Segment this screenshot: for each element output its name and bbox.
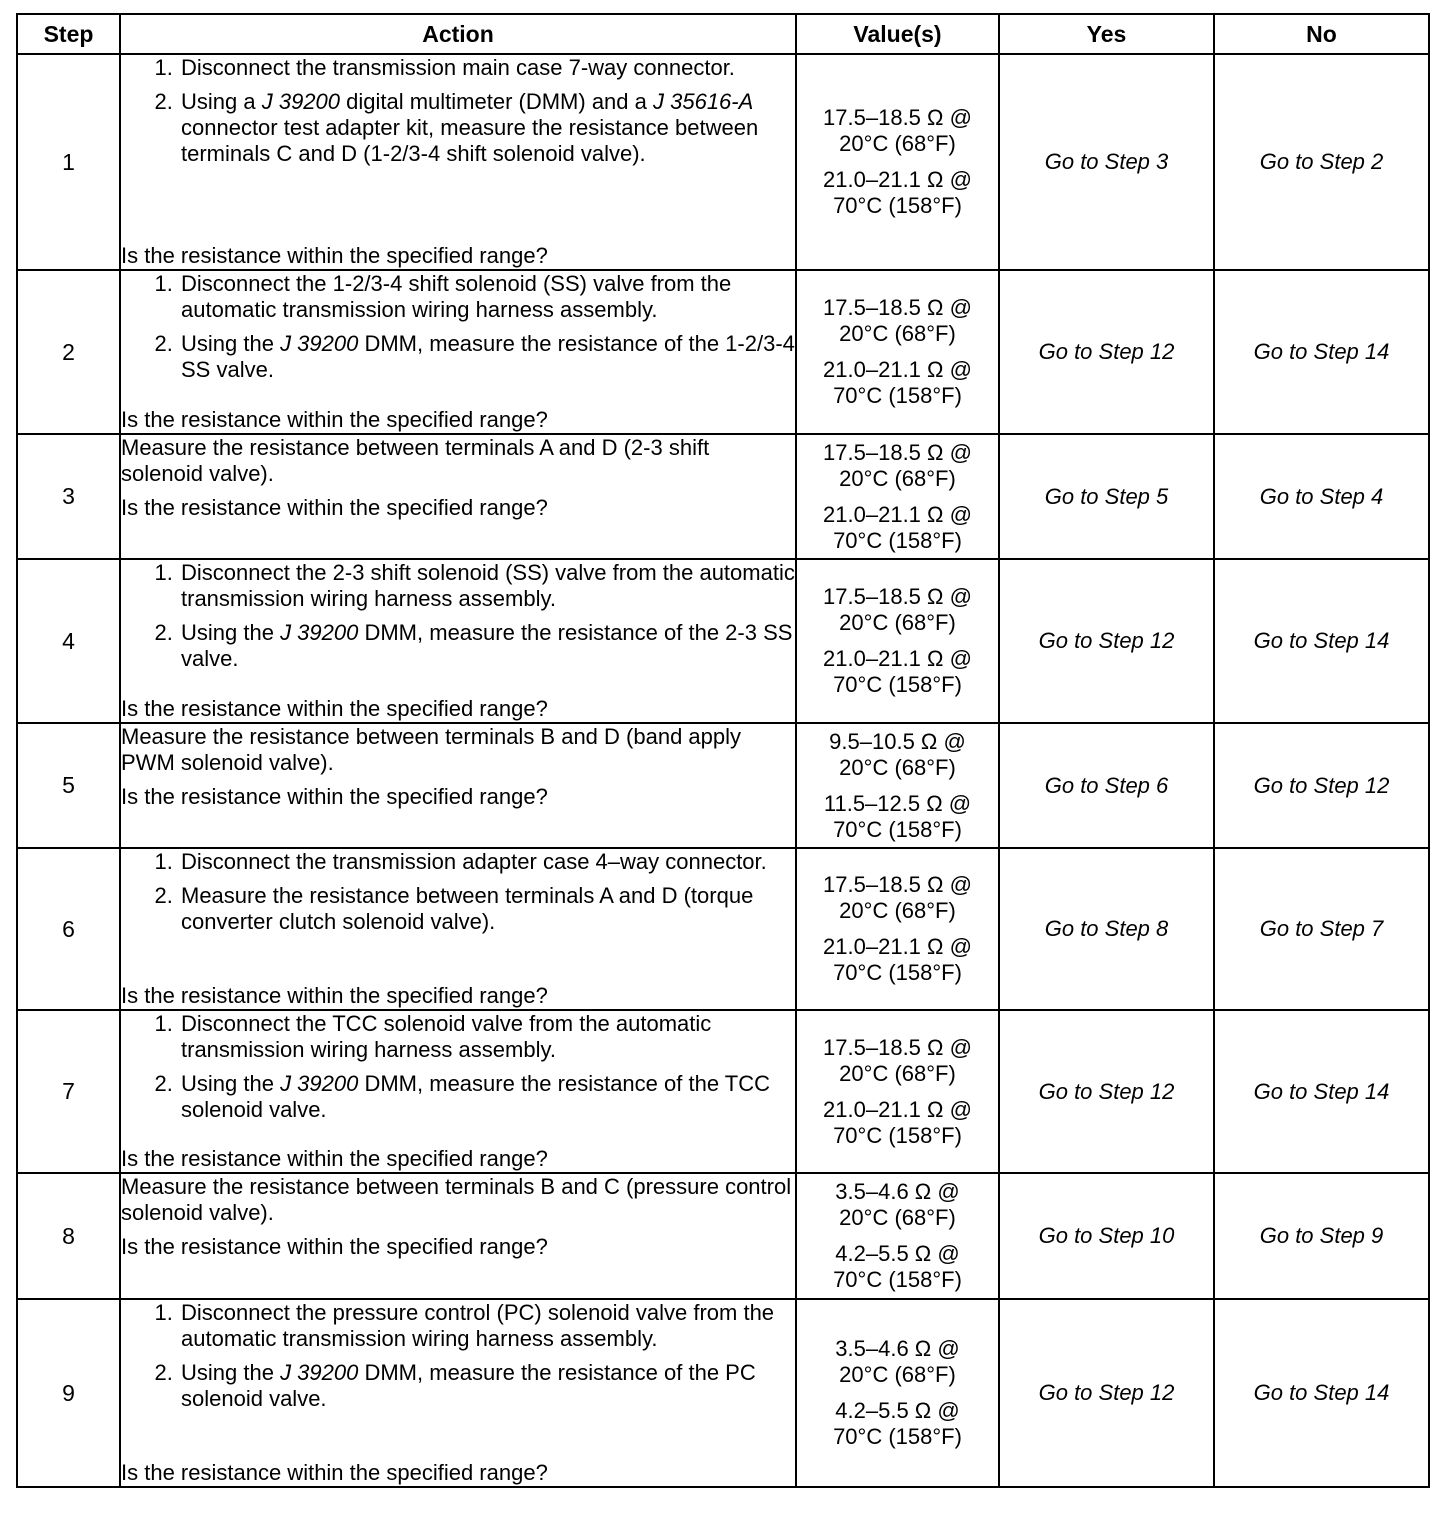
action-cell [120,1299,796,1487]
action-question: Is the resistance within the specified range? [121,1146,548,1171]
step-number: 3 [17,434,120,559]
value-cell [796,434,999,559]
no-result: Go to Step 14 [1214,559,1429,723]
action-instructions [121,271,795,391]
value-spacer [797,636,998,646]
action-steps-list [121,849,795,935]
value-cell [796,54,999,270]
step-number: 6 [17,848,120,1010]
action-content [121,55,795,269]
action-steps-list [121,560,795,672]
value-line: 70°C (158°F) [833,383,962,408]
value-line: 20°C (68°F) [839,321,956,346]
action-cell [120,434,796,559]
value-line: 3.5–4.6 Ω @ [835,1179,960,1204]
yes-result: Go to Step 5 [999,434,1214,559]
value-line: 20°C (68°F) [839,465,956,491]
value-line: 21.0–21.1 Ω @ [823,646,972,671]
action-step: 2. Using the J 39200 DMM, measure the resistance of the 2-3 SS valve. [179,620,795,672]
action-instructions [121,849,795,943]
action-text: Measure the resistance between terminals B and C (pressure control solenoid valve). [121,1174,792,1225]
tool-reference: J 39200 [280,1071,359,1096]
action-steps-list [121,1011,795,1123]
action-step: 1. Disconnect the pressure control (PC) solenoid valve from the automatic transmission wiring harness assembly. [179,1300,795,1352]
value-cell [796,848,999,1010]
step-number: 8 [17,1173,120,1299]
value-line: 20°C (68°F) [839,1362,956,1387]
action-step: 2. Using a J 39200 digital multimeter (DMM) and a J 35616-A connector test adapter kit, measure the resistance between terminals C and D (1-2/3-4 shift solenoid valve). [179,89,795,167]
action-text: Measure the resistance between terminals B and D (band apply PWM solenoid valve). [121,724,742,775]
action-instructions [121,1300,795,1420]
action-step: 1. Disconnect the transmission main case 7-way connector. [179,55,795,81]
value-spacer [797,492,998,502]
value-spacer [797,924,998,934]
step-number: 4 [17,559,120,723]
no-result: Go to Step 12 [1214,723,1429,848]
table-body [17,54,1429,1487]
value-line: 17.5–18.5 Ω @ [823,105,972,130]
value-line: 20°C (68°F) [839,131,956,156]
action-question: Is the resistance within the specified range? [121,1234,548,1259]
value-spacer [797,1388,998,1398]
yes-result: Go to Step 12 [999,559,1214,723]
action-step: 1. Disconnect the transmission adapter case 4–way connector. [179,849,795,875]
action-instructions [121,1174,795,1260]
tool-reference: J 35616-A [653,89,754,114]
action-question: Is the resistance within the specified range? [121,495,548,520]
step-number: 9 [17,1299,120,1487]
no-result: Go to Step 14 [1214,1010,1429,1173]
value-cell [796,1173,999,1299]
header-no: No [1214,14,1429,54]
step-number: 5 [17,723,120,848]
yes-result: Go to Step 3 [999,54,1214,270]
value-line: 70°C (158°F) [833,960,962,985]
value-cell [796,723,999,848]
value-line: 3.5–4.6 Ω @ [835,1336,960,1361]
diagnostic-table [16,13,1430,1488]
step-number: 2 [17,270,120,434]
action-content [121,1174,795,1298]
value-line: 20°C (68°F) [839,1060,956,1086]
value-spacer [797,347,998,357]
value-line: 20°C (68°F) [839,898,956,923]
tool-reference: J 39200 [261,89,341,114]
action-question: Is the resistance within the specified range? [121,983,548,1008]
value-line: 9.5–10.5 Ω @ [829,728,966,754]
step-number: 1 [17,54,120,270]
value-line: 70°C (158°F) [833,193,962,218]
action-cell [120,1010,796,1173]
action-question: Is the resistance within the specified range? [121,243,548,268]
yes-result: Go to Step 6 [999,723,1214,848]
action-question: Is the resistance within the specified range? [121,1460,548,1485]
table-header-row [17,14,1429,54]
action-content [121,1300,795,1486]
value-spacer [797,1231,998,1241]
value-line: 21.0–21.1 Ω @ [823,167,972,192]
tool-reference: J 39200 [280,620,359,645]
yes-result: Go to Step 12 [999,270,1214,434]
action-steps-list [121,1300,795,1412]
value-line: 70°C (158°F) [833,1424,962,1449]
action-steps-list [121,271,795,383]
value-line: 21.0–21.1 Ω @ [823,934,972,959]
action-step: 1. Disconnect the TCC solenoid valve from the automatic transmission wiring harness assembly. [179,1011,795,1063]
value-line: 21.0–21.1 Ω @ [823,357,972,382]
no-result: Go to Step 4 [1214,434,1429,559]
yes-result: Go to Step 12 [999,1299,1214,1487]
table-row [17,848,1429,1010]
value-line: 17.5–18.5 Ω @ [823,872,972,897]
value-cell [796,1299,999,1487]
header-step: Step [17,14,120,54]
action-cell [120,54,796,270]
action-cell [120,559,796,723]
value-line: 70°C (158°F) [833,816,962,842]
step-number: 7 [17,1010,120,1173]
value-line: 70°C (158°F) [833,1267,962,1292]
action-step: 2. Using the J 39200 DMM, measure the resistance of the 1-2/3-4 SS valve. [179,331,795,383]
value-line: 4.2–5.5 Ω @ [835,1241,960,1266]
action-step: 2. Measure the resistance between terminals A and D (torque converter clutch solenoid valve). [179,883,795,935]
action-step: 2. Using the J 39200 DMM, measure the resistance of the TCC solenoid valve. [179,1071,795,1123]
action-text: Measure the resistance between terminals A and D (2-3 shift solenoid valve). [121,435,710,486]
no-result: Go to Step 14 [1214,1299,1429,1487]
table-row [17,559,1429,723]
value-line: 11.5–12.5 Ω @ [823,790,972,816]
value-line: 17.5–18.5 Ω @ [823,1034,972,1060]
value-line: 4.2–5.5 Ω @ [835,1398,960,1423]
action-steps-list [121,55,795,167]
table-row [17,1010,1429,1173]
action-instructions [121,1011,795,1131]
action-cell [120,270,796,434]
value-line: 20°C (68°F) [839,1205,956,1230]
action-content [121,560,795,722]
value-line: 17.5–18.5 Ω @ [823,439,972,465]
action-step: 1. Disconnect the 1-2/3-4 shift solenoid (SS) valve from the automatic transmission wiring harness assembly. [179,271,795,323]
action-question: Is the resistance within the specified range? [121,407,548,432]
table-row [17,1299,1429,1487]
value-cell [796,559,999,723]
table-row [17,723,1429,848]
value-cell [796,1010,999,1173]
value-line: 17.5–18.5 Ω @ [823,295,972,320]
value-line: 70°C (158°F) [833,527,962,553]
tool-reference: J 39200 [280,331,359,356]
table-row [17,270,1429,434]
action-instructions [121,724,795,810]
value-spacer [797,781,998,791]
action-question: Is the resistance within the specified range? [121,696,548,721]
tool-reference: J 39200 [280,1360,359,1385]
action-content [121,271,795,433]
action-content [121,849,795,1009]
table-row [17,434,1429,559]
action-step: 2. Using the J 39200 DMM, measure the resistance of the PC solenoid valve. [179,1360,795,1412]
action-question: Is the resistance within the specified range? [121,784,548,809]
action-instructions [121,55,795,175]
table-row [17,1173,1429,1299]
yes-result: Go to Step 10 [999,1173,1214,1299]
value-line: 20°C (68°F) [839,754,956,780]
action-cell [120,848,796,1010]
value-line: 20°C (68°F) [839,610,956,635]
table-row [17,54,1429,270]
action-instructions [121,435,795,521]
action-cell [120,1173,796,1299]
no-result: Go to Step 2 [1214,54,1429,270]
value-spacer [797,1087,998,1097]
action-content [121,1011,795,1172]
action-instructions [121,560,795,680]
no-result: Go to Step 7 [1214,848,1429,1010]
action-content [121,435,795,558]
value-line: 70°C (158°F) [833,672,962,697]
no-result: Go to Step 14 [1214,270,1429,434]
action-step: 1. Disconnect the 2-3 shift solenoid (SS) valve from the automatic transmission wiring harness assembly. [179,560,795,612]
header-action: Action [120,14,796,54]
value-line: 17.5–18.5 Ω @ [823,584,972,609]
value-line: 21.0–21.1 Ω @ [823,501,972,527]
action-content [121,724,795,847]
value-line: 21.0–21.1 Ω @ [823,1096,972,1122]
yes-result: Go to Step 8 [999,848,1214,1010]
value-spacer [797,157,998,167]
no-result: Go to Step 9 [1214,1173,1429,1299]
header-yes: Yes [999,14,1214,54]
header-values: Value(s) [796,14,999,54]
value-cell [796,270,999,434]
action-cell [120,723,796,848]
yes-result: Go to Step 12 [999,1010,1214,1173]
value-line: 70°C (158°F) [833,1122,962,1148]
